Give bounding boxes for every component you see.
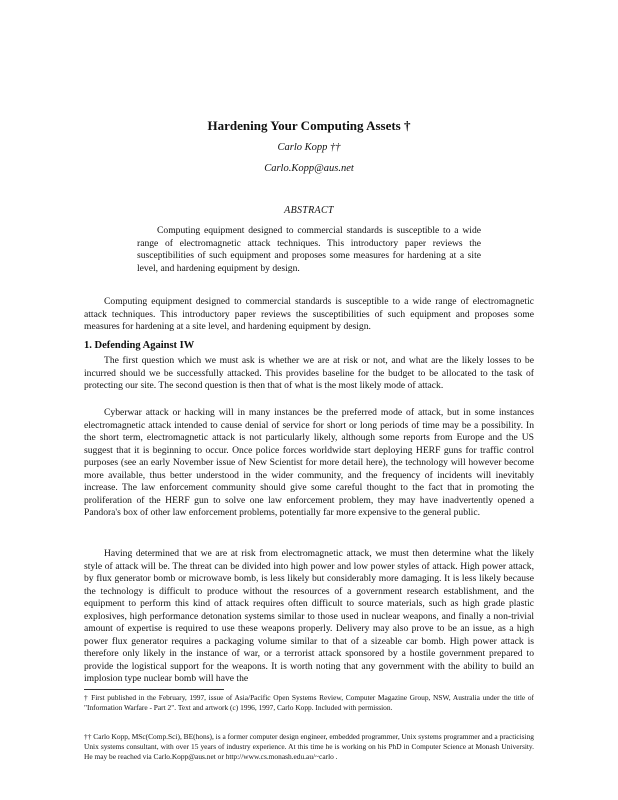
section-heading: 1. Defending Against IW: [84, 340, 195, 351]
footnote-divider: [84, 689, 224, 690]
paper-title: Hardening Your Computing Assets †: [207, 118, 411, 133]
footnote-1: † First published in the February, 1997, issue of Asia/Pacific Open Systems Review, Computer Magazine Group, NSW, Australia under the title of "Information Warfare - Part 2". Text and artwork (c) 1996, 1997, Carlo Kopp. Included with permission.: [84, 693, 534, 712]
section-paragraph-1: [84, 355, 534, 393]
abstract-heading: ABSTRACT: [284, 205, 334, 216]
body-paragraph: Cyberwar attack or hacking will in many instances be the preferred mode of attack, but in some instances electromagnetic attack intended to cause denial of service for short or long periods of time may be a possibility. In the short term, electromagnetic attack is not particularly likely, although some reports from Europe and the US suggest that it is beginning to occur. Once police forces worldwide start deploying HERF guns for traffic control purposes (see an early November issue of New Scientist for more detail here), the technology will however become more available, thus better understood in the wider community, and the frequency of incidents will inevitably increase. The law enforcement community should give some careful thought to the fact that in promoting the proliferation of the HERF gun to solve one law enforcement problem, they may have inadvertently opened a Pandora's box of other law enforcement problems, potentially far more expensive to the general public.: [84, 407, 534, 518]
author-name: Carlo Kopp ††: [277, 142, 341, 153]
body-paragraph: The first question which we must ask is whether we are at risk or not, and what are the likely losses to be incurred should we be successfully attacked. This provides baseline for the budget to be allocated to the task of protecting our site. The second question is then that of what is the most likely mode of attack.: [84, 355, 534, 391]
section-paragraph-3: [84, 548, 534, 686]
author-email: Carlo.Kopp@aus.net: [264, 163, 354, 174]
intro-paragraph: Computing equipment designed to commercial standards is susceptible to a wide range of electromagnetic attack techniques. This introductory paper reviews the susceptibilities of such equipment and proposes some measures for hardening at a site level, and hardening equipment by design.: [84, 296, 534, 332]
body-paragraph: Having determined that we are at risk from electromagnetic attack, we must then determine what the likely style of attack will be. The threat can be divided into high power and low power styles of attack. High power attack, by flux generator bomb or microwave bomb, is less likely but considerably more damaging. It is less likely because the technology is difficult to produce without the resources of a government research establishment, and the equipment to perform this kind of attack requires often difficult to source materials, such as high grade plastic explosives, high performance detonation systems similar to those used in nuclear weapons, and finally a non-trivial amount of expertise is required to use these weapons properly. Delivery may also prove to be an issue, as a high power flux generator requires a packaging volume similar to that of a sizeable car bomb. High power attack is therefore only likely in the instance of war, or a terrorist attack sponsored by a hostile government prepared to provide the logistical support for the weapons. It is worth noting that any government with the ability to build an implosion type nuclear bomb will have the: [84, 548, 534, 684]
abstract-text: Computing equipment designed to commercial standards is susceptible to a wide range of electromagnetic attack techniques. This introductory paper reviews the susceptibilities of such equipment and proposes some measures for hardening at a site level, and hardening equipment by design.: [137, 225, 481, 275]
footnote-2: †† Carlo Kopp, MSc(Comp.Sci), BE(hons), is a former computer design engineer, embedded programmer, Unix systems programmer and a practicising Unix systems consultant, with over 15 years of industry experience. At this time he is working on his PhD in Computer Science at Monash University. He may be reached via Carlo.Kopp@aus.net or http://www.cs.monash.edu.au/~carlo .: [84, 732, 534, 761]
section-paragraph-2: [84, 407, 534, 520]
intro-block: [84, 296, 534, 334]
